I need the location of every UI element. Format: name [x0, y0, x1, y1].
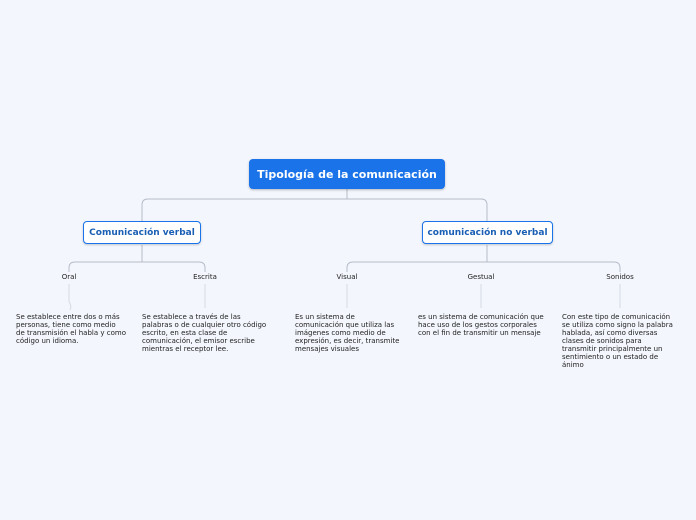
branch-label: comunicación no verbal: [427, 227, 548, 238]
description-visual: Es un sistema de comunicación que utiliza las imágenes como medio de expresión, es decir, transmite mensajes visuales: [295, 313, 400, 353]
root-topic[interactable]: [249, 159, 445, 189]
root-topic-label: Tipología de la comunicación: [257, 167, 437, 181]
subtopic-visual[interactable]: Visual: [336, 273, 358, 281]
description-sonidos: Con este tipo de comunicación se utiliza como signo la palabra hablada, así como diversas clases de sonidos para transmitir principalmente un sentimiento o un estado de ánimo: [562, 313, 673, 369]
branch-comunicacion-verbal[interactable]: [83, 221, 201, 244]
subtopic-sonidos[interactable]: Sonidos: [606, 273, 634, 281]
description-gestual: es un sistema de comunicación que hace uso de los gestos corporales con el fin de transmitir un mensaje: [418, 313, 544, 337]
subtopic-oral[interactable]: Oral: [61, 273, 77, 281]
description-escrita: Se establece a través de las palabras o de cualquier otro código escrito, en esta clase de comunicación, el emisor escribe mientras el receptor lee.: [142, 313, 267, 353]
branch-label: Comunicación verbal: [89, 227, 195, 238]
subtopic-gestual[interactable]: Gestual: [467, 273, 495, 281]
subtopic-escrita[interactable]: Escrita: [193, 273, 217, 281]
description-oral: Se establece entre dos o más personas, tiene como medio de transmisión el habla y como código un idioma.: [16, 313, 126, 345]
branch-comunicacion-no-verbal[interactable]: [422, 221, 553, 244]
